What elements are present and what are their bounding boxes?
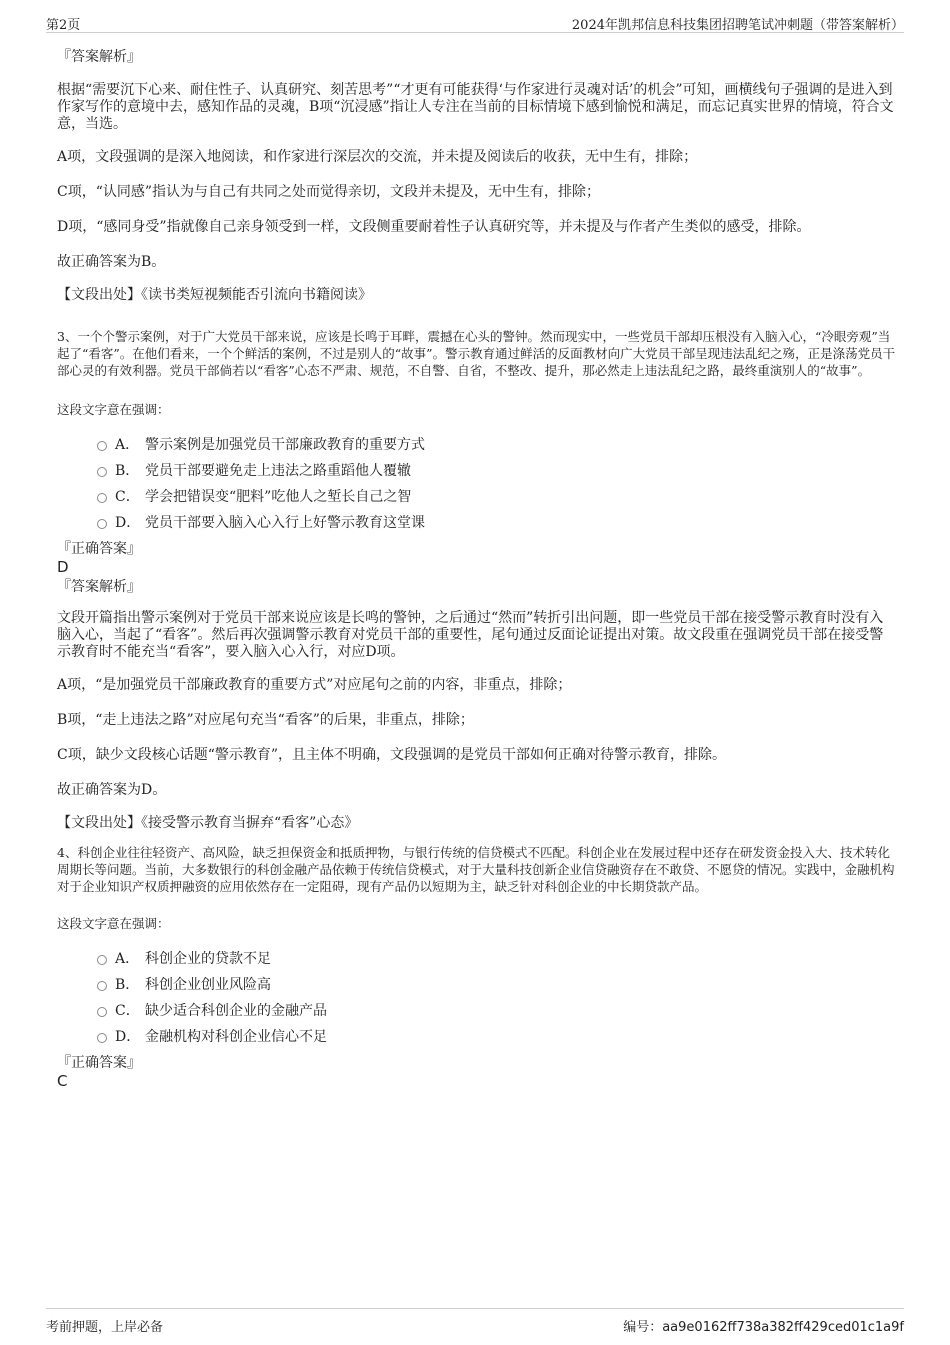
- q4-options: [95, 946, 897, 1050]
- option-letter: B．: [115, 977, 140, 993]
- q3-option-b-analysis: B项，“走上违法之路”对应尾句充当“看客”的后果，非重点，排除；: [57, 712, 474, 728]
- q3-prompt: 这段文字意在强调：: [57, 402, 170, 417]
- q3-block: [57, 328, 897, 832]
- option-letter: D．: [115, 515, 141, 531]
- q3-options: [95, 432, 897, 536]
- document-title: 2024年凯邦信息科技集团招聘笔试冲刺题（带答案解析）: [571, 18, 904, 33]
- option-text: 缺少适合科创企业的金融产品: [145, 1003, 327, 1019]
- q3-analysis-label: 『答案解析』: [57, 579, 141, 595]
- radio-button-icon[interactable]: [97, 441, 107, 451]
- q4-block: [57, 844, 897, 1090]
- radio-button-icon[interactable]: [97, 1033, 107, 1043]
- q4-option-a[interactable]: [95, 946, 897, 972]
- radio-button-icon[interactable]: [97, 467, 107, 477]
- option-letter: C．: [115, 1003, 140, 1019]
- q3-conclusion: 故正确答案为D。: [57, 782, 167, 798]
- q3-answer-label: 『正确答案』: [57, 541, 141, 557]
- q3-option-b[interactable]: [95, 458, 897, 484]
- q4-option-c[interactable]: [95, 998, 897, 1024]
- q2-block: [57, 48, 897, 304]
- option-text: 金融机构对科创企业信心不足: [145, 1029, 327, 1045]
- q3-option-a-analysis: A项，“是加强党员干部廉政教育的重要方式”对应尾句之前的内容，非重点，排除；: [57, 677, 572, 693]
- footer-slogan: 考前押题，上岸必备: [46, 1320, 164, 1335]
- q2-option-c-analysis: C项，“认同感”指认为与自己有共同之处而觉得亲切，文段并未提及，无中生有，排除；: [57, 184, 601, 200]
- q2-analysis-text: 根据“需要沉下心来、耐住性子、认真研究、刻苦思考”“才更有可能获得‘与作家进行灵魂对话’的机会”可知，画横线句子强调的是进入到作家写作的意境中去，感知作品的灵魂，B项“沉浸感”指让人专注在当前的目标情境下感到愉悦和满足，而忘记真实世界的情境，符合文意，当选。: [57, 82, 894, 132]
- option-text: 警示案例是加强党员干部廉政教育的重要方式: [145, 437, 425, 453]
- q4-answer: C: [57, 1072, 68, 1090]
- radio-button-icon[interactable]: [97, 955, 107, 965]
- q3-option-d[interactable]: [95, 510, 897, 536]
- option-letter: D．: [115, 1029, 141, 1045]
- q3-option-c-analysis: C项，缺少文段核心话题“警示教育”，且主体不明确，文段强调的是党员干部如何正确对待警示教育，排除。: [57, 747, 727, 763]
- option-text: 学会把错误变“肥料”吃他人之堑长自己之智: [145, 489, 412, 505]
- option-text: 党员干部要避免走上违法之路重蹈他人覆辙: [145, 463, 411, 479]
- radio-button-icon[interactable]: [97, 981, 107, 991]
- radio-button-icon[interactable]: [97, 1007, 107, 1017]
- radio-button-icon[interactable]: [97, 493, 107, 503]
- q4-prompt: 这段文字意在强调：: [57, 916, 170, 931]
- option-letter: A．: [115, 437, 140, 453]
- option-text: 科创企业创业风险高: [145, 977, 271, 993]
- radio-button-icon[interactable]: [97, 519, 107, 529]
- q3-option-c[interactable]: [95, 484, 897, 510]
- q4-stem: 4、科创企业往往轻资产、高风险，缺乏担保资金和抵质押物，与银行传统的信贷模式不匹配。科创企业在发展过程中还存在研发资金投入大、技术转化周期长等问题。当前，大多数银行的科创金融产品依赖于传统信贷模式，对于大量科技创新企业信贷融资存在不敢贷、不愿贷的情况。实践中，金融机构对于企业知识产权质押融资的应用依然存在一定阻碍，现有产品仍以短期为主，缺乏针对科创企业的中长期贷款产品。: [57, 845, 895, 894]
- serial-number: [623, 1316, 904, 1335]
- page-number: 第2页: [46, 18, 81, 33]
- option-letter: A．: [115, 951, 140, 967]
- q3-source: 【文段出处】《接受警示教育当摒弃“看客”心态》: [57, 815, 359, 831]
- q3-option-a[interactable]: [95, 432, 897, 458]
- q3-stem: 3、一个个警示案例，对于广大党员干部来说，应该是长鸣于耳畔，震撼在心头的警钟。然而现实中，一些党员干部却压根没有入脑入心，“冷眼旁观”当起了“看客”。在他们看来，一个个鲜活的案例，不过是别人的“故事”。警示教育通过鲜活的反面教材向广大党员干部呈现违法乱纪之殇，正是涤荡党员干部心灵的有效利器。党员干部倘若以“看客”心态不严肃、规范，不自警、自省，不整改、提升，那必然走上违法乱纪之路，最终重演别人的“故事”。: [57, 329, 896, 378]
- q2-option-d-analysis: D项，“感同身受”指就像自己亲身领受到一样，文段侧重要耐着性子认真研究等，并未提及与作者产生类似的感受，排除。: [57, 219, 811, 235]
- q2-source: 【文段出处】《读书类短视频能否引流向书籍阅读》: [57, 287, 372, 303]
- document-body: [57, 48, 897, 1090]
- q4-answer-label: 『正确答案』: [57, 1055, 141, 1071]
- q3-analysis-text: 文段开篇指出警示案例对于党员干部来说应该是长鸣的警钟，之后通过“然而”转折引出问题，即一些党员干部在接受警示教育时没有入脑入心，当起了“看客”。然后再次强调警示教育对党员干部的重要性，尾句通过反面论证提出对策。故文段重在强调党员干部在接受警示教育时不能充当“看客”，要入脑入心入行，对应D项。: [57, 610, 884, 660]
- option-text: 党员干部要入脑入心入行上好警示教育这堂课: [145, 515, 425, 531]
- page-footer: [46, 1308, 904, 1335]
- page-header: [46, 12, 904, 33]
- serial-label: 编号：: [623, 1320, 663, 1335]
- q4-option-b[interactable]: [95, 972, 897, 998]
- q3-answer: D: [57, 558, 69, 576]
- option-letter: B．: [115, 463, 140, 479]
- q2-conclusion: 故正确答案为B。: [57, 254, 166, 270]
- option-text: 科创企业的贷款不足: [145, 951, 271, 967]
- serial-value: aa9e0162ff738a382ff429ced01c1a9f: [662, 1320, 904, 1335]
- option-letter: C．: [115, 489, 140, 505]
- q4-option-d[interactable]: [95, 1024, 897, 1050]
- q2-option-a-analysis: A项，文段强调的是深入地阅读，和作家进行深层次的交流，并未提及阅读后的收获，无中生有，排除；: [57, 149, 698, 165]
- q2-analysis-label: 『答案解析』: [57, 49, 141, 65]
